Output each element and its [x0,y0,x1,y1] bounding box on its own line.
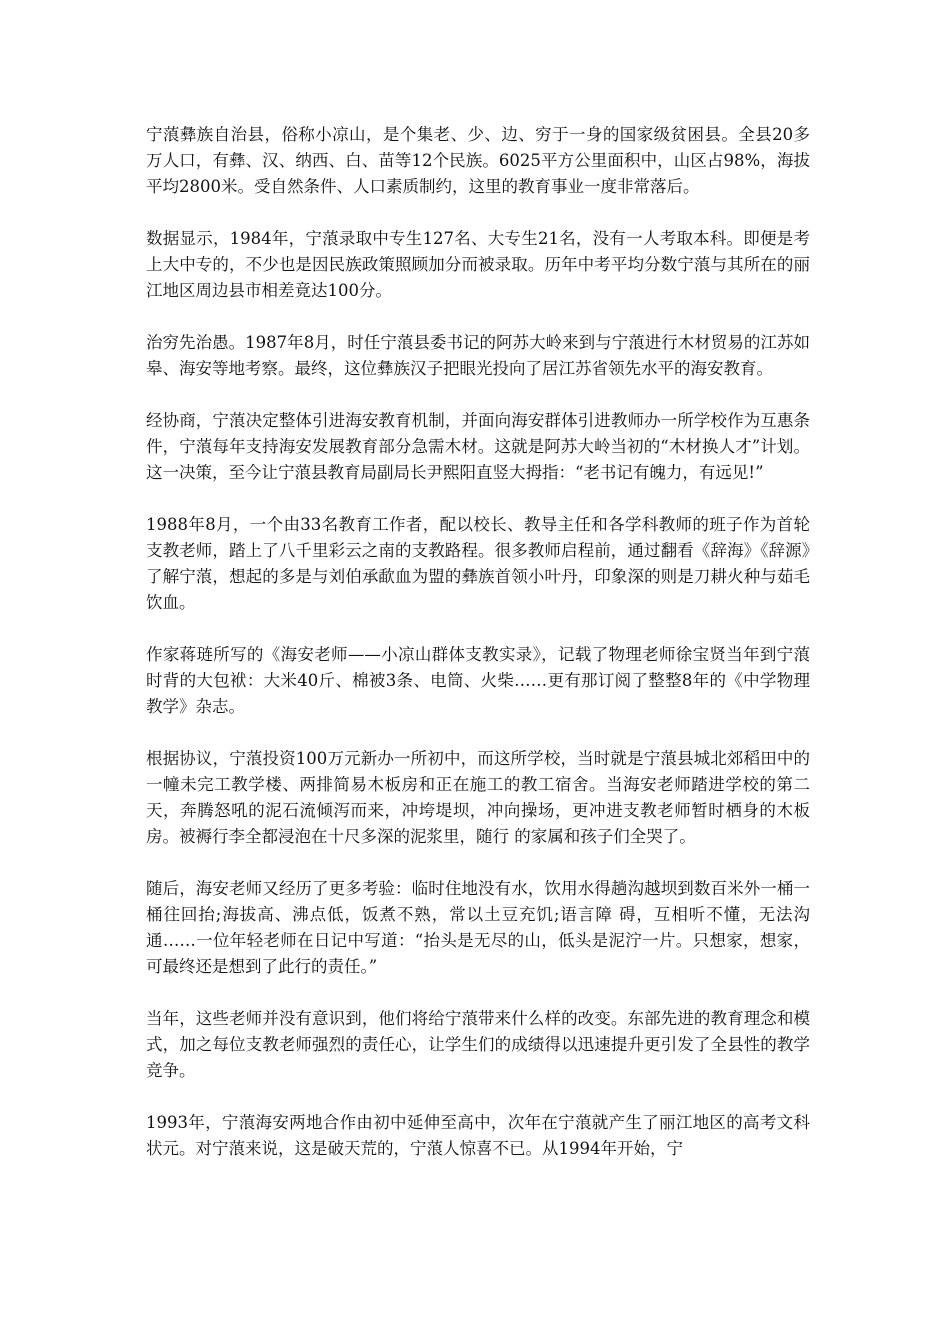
paragraph: 根据协议，宁蒗投资100万元新办一所初中，而这所学校，当时就是宁蒗县城北郊稻田中的一幢未完工教学楼、两排简易木板房和正在施工的教工宿舍。当海安老师踏进学校的第二天，奔腾怒吼的泥石流倾泻而来，冲垮堤坝，冲向操场，更冲进支教老师暂时栖身的木板房。被褥行李全都浸泡在十尺多深的泥浆里，随行 的家属和孩子们全哭了。 [146,749,810,846]
paragraph: 经协商，宁蒗决定整体引进海安教育机制，并面向海安群体引进教师办一所学校作为互惠条件，宁蒗每年支持海安发展教育部分急需木材。这就是阿苏大岭当初的“木材换人才”计划。这一决策，至今让宁蒗县教育局副局长尹熙阳直竖大拇指：“老书记有魄力，有远见!” [146,411,810,482]
document-body [146,122,810,1188]
paragraph: 作家蒋琏所写的《海安老师——小凉山群体支教实录》，记载了物理老师徐宝贤当年到宁蒗时背的大包袱：大米40斤、棉被3条、电筒、火柴……更有那订阅了整整8年的《中学物理教学》杂志。 [146,645,810,716]
paragraph: 随后，海安老师又经历了更多考验：临时住地没有水，饮用水得趟沟越坝到数百米外一桶一桶往回抬;海拔高、沸点低，饭煮不熟，常以土豆充饥;语言障 碍，互相听不懂，无法沟通……一位年轻老师在日记中写道：“抬头是无尽的山，低头是泥泞一片。只想家，想家，可最终还是想到了此行的责任。” [146,879,810,976]
paragraph: 1988年8月，一个由33名教育工作者，配以校长、教导主任和各学科教师的班子作为首轮支教老师，踏上了八千里彩云之南的支教路程。很多教师启程前，通过翻看《辞海》《辞源》了解宁蒗，想起的多是与刘伯承歃血为盟的彝族首领小叶丹，印象深的则是刀耕火种与茹毛饮血。 [146,515,810,612]
paragraph: 治穷先治愚。1987年8月，时任宁蒗县委书记的阿苏大岭来到与宁蒗进行木材贸易的江苏如皋、海安等地考察。最终，这位彝族汉子把眼光投向了居江苏省领先水平的海安教育。 [146,333,810,378]
paragraph: 1993年，宁蒗海安两地合作由初中延伸至高中，次年在宁蒗就产生了丽江地区的高考文科状元。对宁蒗来说，这是破天荒的，宁蒗人惊喜不已。从1994年开始，宁 [146,1113,810,1158]
paragraph: 宁蒗彝族自治县，俗称小凉山，是个集老、少、边、穷于一身的国家级贫困县。全县20多万人口，有彝、汉、纳西、白、苗等12个民族。6025平方公里面积中，山区占98%，海拔平均2800米。受自然条件、人口素质制约，这里的教育事业一度非常落后。 [146,125,810,196]
paragraph: 数据显示，1984年，宁蒗录取中专生127名、大专生21名，没有一人考取本科。即便是考上大中专的，不少也是因民族政策照顾加分而被录取。历年中考平均分数宁蒗与其所在的丽江地区周边县市相差竟达100分。 [146,229,810,300]
paragraph: 当年，这些老师并没有意识到，他们将给宁蒗带来什么样的改变。东部先进的教育理念和模式，加之每位支教老师强烈的责任心，让学生们的成绩得以迅速提升更引发了全县性的教学竞争。 [146,1009,810,1080]
